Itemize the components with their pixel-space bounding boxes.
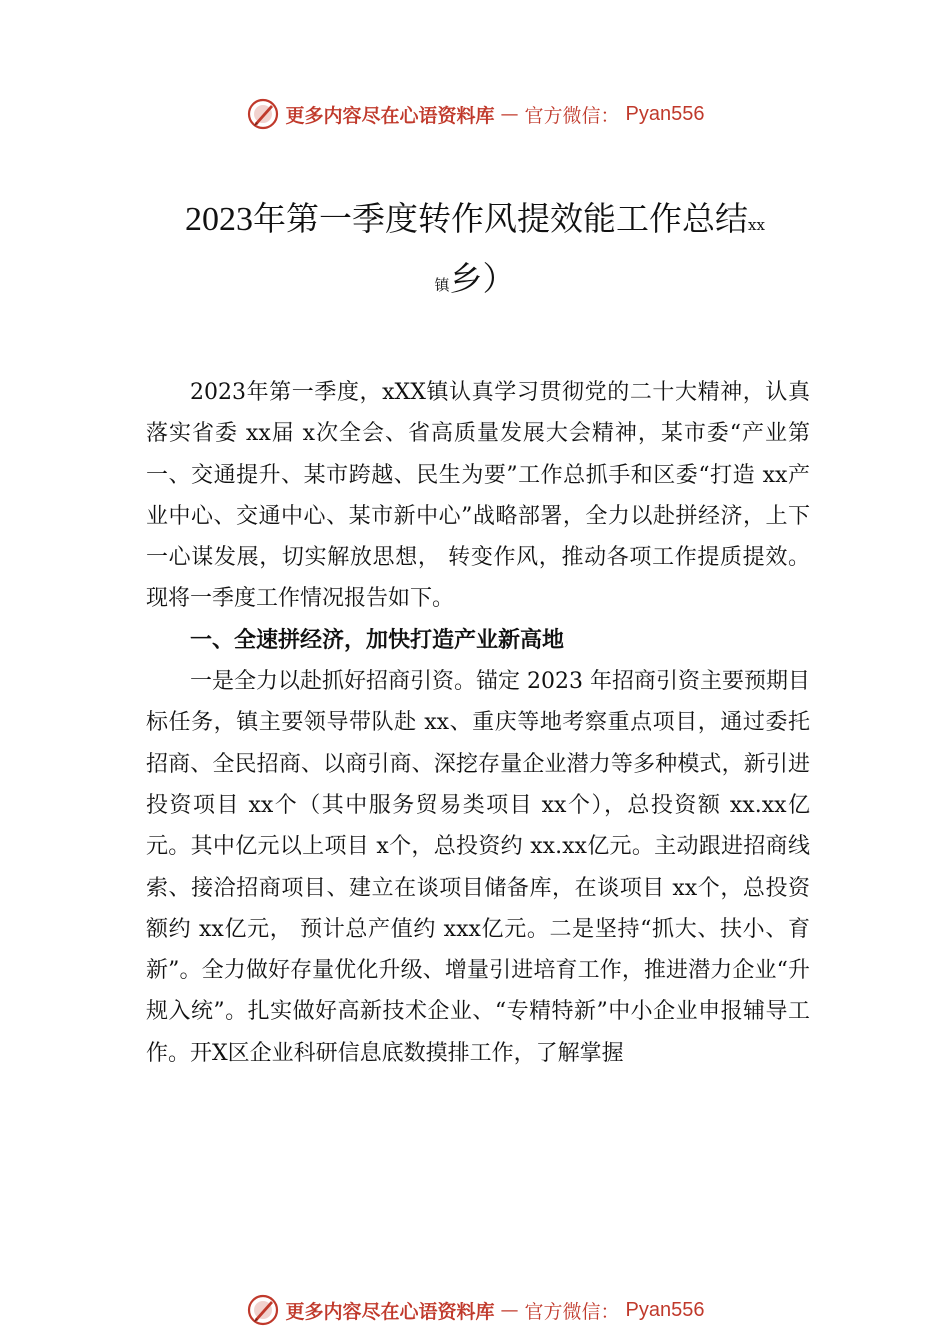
watermark-wechat-label: 官方微信： [524,1300,620,1323]
watermark-footer [0,1290,950,1330]
title-small-b: 镇 [434,276,450,294]
watermark-main-text: 更多内容尽在心语资料库 [285,1300,495,1323]
quill-pen-seal-icon [246,1293,280,1327]
watermark-header [0,94,950,134]
watermark-wechat-id: Pyan556 [625,102,705,125]
watermark-separator: — [500,1299,519,1321]
title-year: 2023 [185,201,254,238]
watermark-wechat-label: 官方微信： [524,104,620,127]
watermark-separator: — [500,103,519,125]
watermark-main-text: 更多内容尽在心语资料库 [285,104,495,127]
watermark-wechat-id: Pyan556 [625,1298,705,1321]
title-tail: 乡） [449,259,516,298]
title-small-a: xx [748,216,765,234]
intro-paragraph: 2023年第一季度，xXX镇认真学习贯彻党的二十大精神，认真落实省委 xx届 x次全会、省高质量发展大会精神，某市委“产业第一、交通提升、某市跨越、民生为要”工作总抓手和区委“打造 xx产业中心、交通中心、某市新中心”战略部署，全力以赴拼经济，上下一心谋发展，切实解放思想， 转变作风，推动各项工作提质提效。现将一季度工作情况报告如下。 [146,380,810,612]
document-body [146,372,810,1074]
quill-pen-seal-icon [246,97,280,131]
document-title [140,192,810,312]
section-1-paragraph: 一是全力以赴抓好招商引资。锚定 2023 年招商引资主要预期目标任务，镇主要领导带队赴 xx、重庆等地考察重点项目，通过委托招商、全民招商、以商引商、深挖存量企业潜力等多种模式，新引进投资项目 xx个（其中服务贸易类项目 xx个），总投资额 xx.xx亿元。其中亿元以上项目 x个，总投资约 xx.xx亿元。主动跟进招商线索、接洽招商项目、建立在谈项目储备库，在谈项目 xx个，总投资额约 xx亿元， 预计总产值约 xxx亿元。二是坚持“抓大、扶小、育新”。全力做好存量优化升级、增量引进培育工作，推进潜力企业“升规入统”。扎实做好高新技术企业、“专精特新”中小企业申报辅导工作。开X区企业科研信息底数摸排工作，了解掌握 [146,669,810,1066]
title-main: 年第一季度转作风提效能工作总结 [253,199,749,238]
section-heading-1: 一、全速拼经济，加快打造产业新高地 [190,627,565,653]
